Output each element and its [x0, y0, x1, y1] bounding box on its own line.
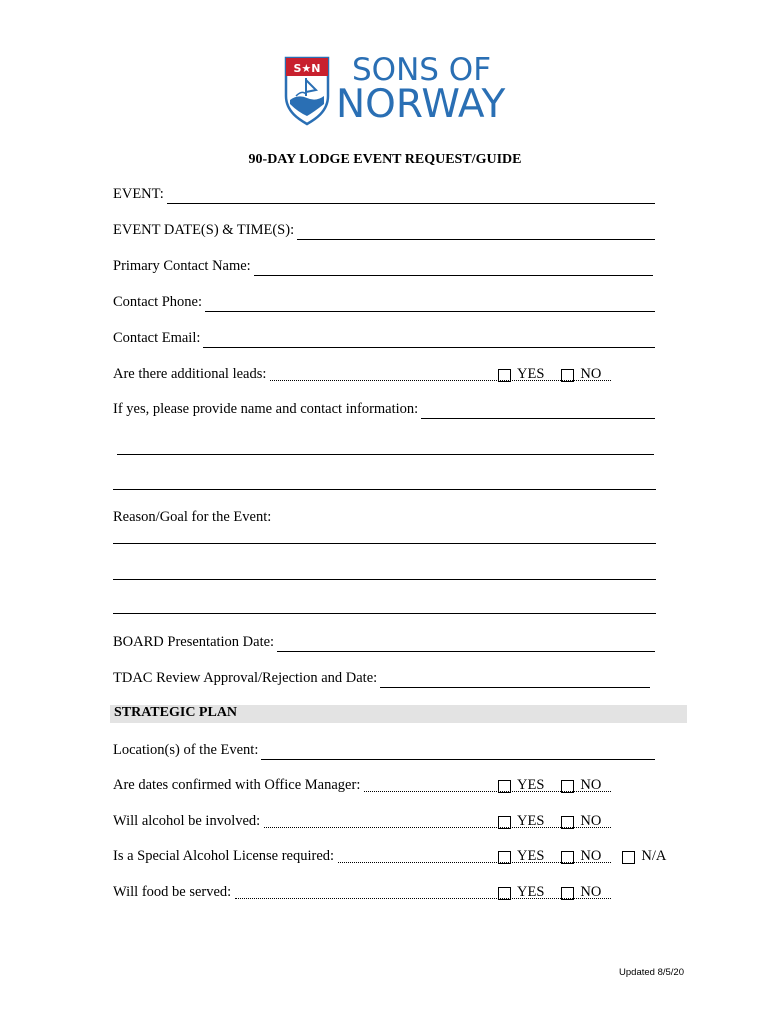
- strategic-plan-header: [110, 705, 687, 723]
- tdac-review-field[interactable]: [380, 673, 650, 688]
- contact-email-row: [113, 328, 655, 348]
- dates-confirmed-no-checkbox[interactable]: [561, 780, 574, 793]
- food-label: Will food be served:: [113, 884, 232, 900]
- updated-date: Updated 8/5/20: [619, 967, 684, 978]
- primary-contact-field[interactable]: [254, 261, 653, 276]
- leads-yes-checkbox[interactable]: [498, 369, 511, 382]
- license-yes-checkbox[interactable]: [498, 851, 511, 864]
- food-options: [498, 882, 601, 902]
- alcohol-no-checkbox[interactable]: [561, 816, 574, 829]
- reason-goal-row: [113, 507, 271, 527]
- alcohol-label: Will alcohol be involved:: [113, 813, 261, 829]
- logo-line-2: NORWAY: [336, 82, 506, 127]
- event-dates-field[interactable]: [297, 225, 655, 240]
- board-date-field[interactable]: [277, 637, 655, 652]
- no-label: NO: [580, 884, 602, 900]
- special-license-options: [498, 846, 666, 866]
- dates-confirmed-options: [498, 775, 601, 795]
- alcohol-options: [498, 811, 601, 831]
- yes-label: YES: [517, 848, 545, 864]
- event-dates-label: EVENT DATE(S) & TIME(S):: [113, 222, 295, 238]
- if-yes-row: [113, 399, 655, 419]
- food-yes-checkbox[interactable]: [498, 887, 511, 900]
- form-title: 90-DAY LODGE EVENT REQUEST/GUIDE: [248, 152, 522, 167]
- no-label: NO: [580, 813, 602, 829]
- reason-goal-label: Reason/Goal for the Event:: [113, 509, 272, 525]
- tdac-review-row: [113, 668, 650, 688]
- yes-label: YES: [517, 366, 545, 382]
- dates-confirmed-yes-checkbox[interactable]: [498, 780, 511, 793]
- no-label: NO: [580, 777, 602, 793]
- additional-leads-label: Are there additional leads:: [113, 366, 267, 382]
- na-label: N/A: [641, 848, 667, 864]
- special-license-label: Is a Special Alcohol License required:: [113, 848, 335, 864]
- strategic-plan-label: STRATEGIC PLAN: [114, 705, 238, 720]
- alcohol-yes-checkbox[interactable]: [498, 816, 511, 829]
- locations-row: [113, 740, 655, 760]
- food-no-checkbox[interactable]: [561, 887, 574, 900]
- primary-contact-row: [113, 256, 653, 276]
- event-dates-row: [113, 220, 655, 240]
- contact-phone-field[interactable]: [205, 297, 655, 312]
- license-no-checkbox[interactable]: [561, 851, 574, 864]
- yes-label: YES: [517, 813, 545, 829]
- license-na-checkbox[interactable]: [622, 851, 635, 864]
- yes-label: YES: [517, 777, 545, 793]
- logo-line-1: SONS OF: [352, 52, 492, 88]
- contact-email-label: Contact Email:: [113, 330, 201, 346]
- no-label: NO: [580, 848, 602, 864]
- contact-phone-row: [113, 292, 655, 312]
- reason-line-2[interactable]: [113, 579, 656, 580]
- additional-info-line-1[interactable]: [117, 454, 654, 455]
- yes-label: YES: [517, 884, 545, 900]
- event-field[interactable]: [167, 189, 655, 204]
- dates-confirmed-label: Are dates confirmed with Office Manager:: [113, 777, 361, 793]
- board-date-row: [113, 632, 655, 652]
- shield-text: S★N: [293, 62, 321, 75]
- reason-line-1[interactable]: [113, 543, 656, 544]
- event-label: EVENT:: [113, 186, 164, 202]
- if-yes-field[interactable]: [421, 404, 655, 419]
- tdac-review-label: TDAC Review Approval/Rejection and Date:: [113, 670, 378, 686]
- additional-leads-options: [498, 364, 601, 384]
- contact-email-field[interactable]: [203, 333, 655, 348]
- leads-no-checkbox[interactable]: [561, 369, 574, 382]
- event-row: [113, 184, 655, 204]
- if-yes-label: If yes, please provide name and contact information:: [113, 401, 419, 417]
- reason-line-3[interactable]: [113, 613, 656, 614]
- contact-phone-label: Contact Phone:: [113, 294, 203, 310]
- locations-label: Location(s) of the Event:: [113, 742, 259, 758]
- shield-icon: [284, 56, 330, 126]
- locations-field[interactable]: [261, 745, 655, 760]
- board-date-label: BOARD Presentation Date:: [113, 634, 275, 650]
- no-label: NO: [580, 366, 602, 382]
- primary-contact-label: Primary Contact Name:: [113, 258, 251, 274]
- sons-of-norway-logo: [284, 52, 524, 132]
- additional-info-line-2[interactable]: [113, 489, 656, 490]
